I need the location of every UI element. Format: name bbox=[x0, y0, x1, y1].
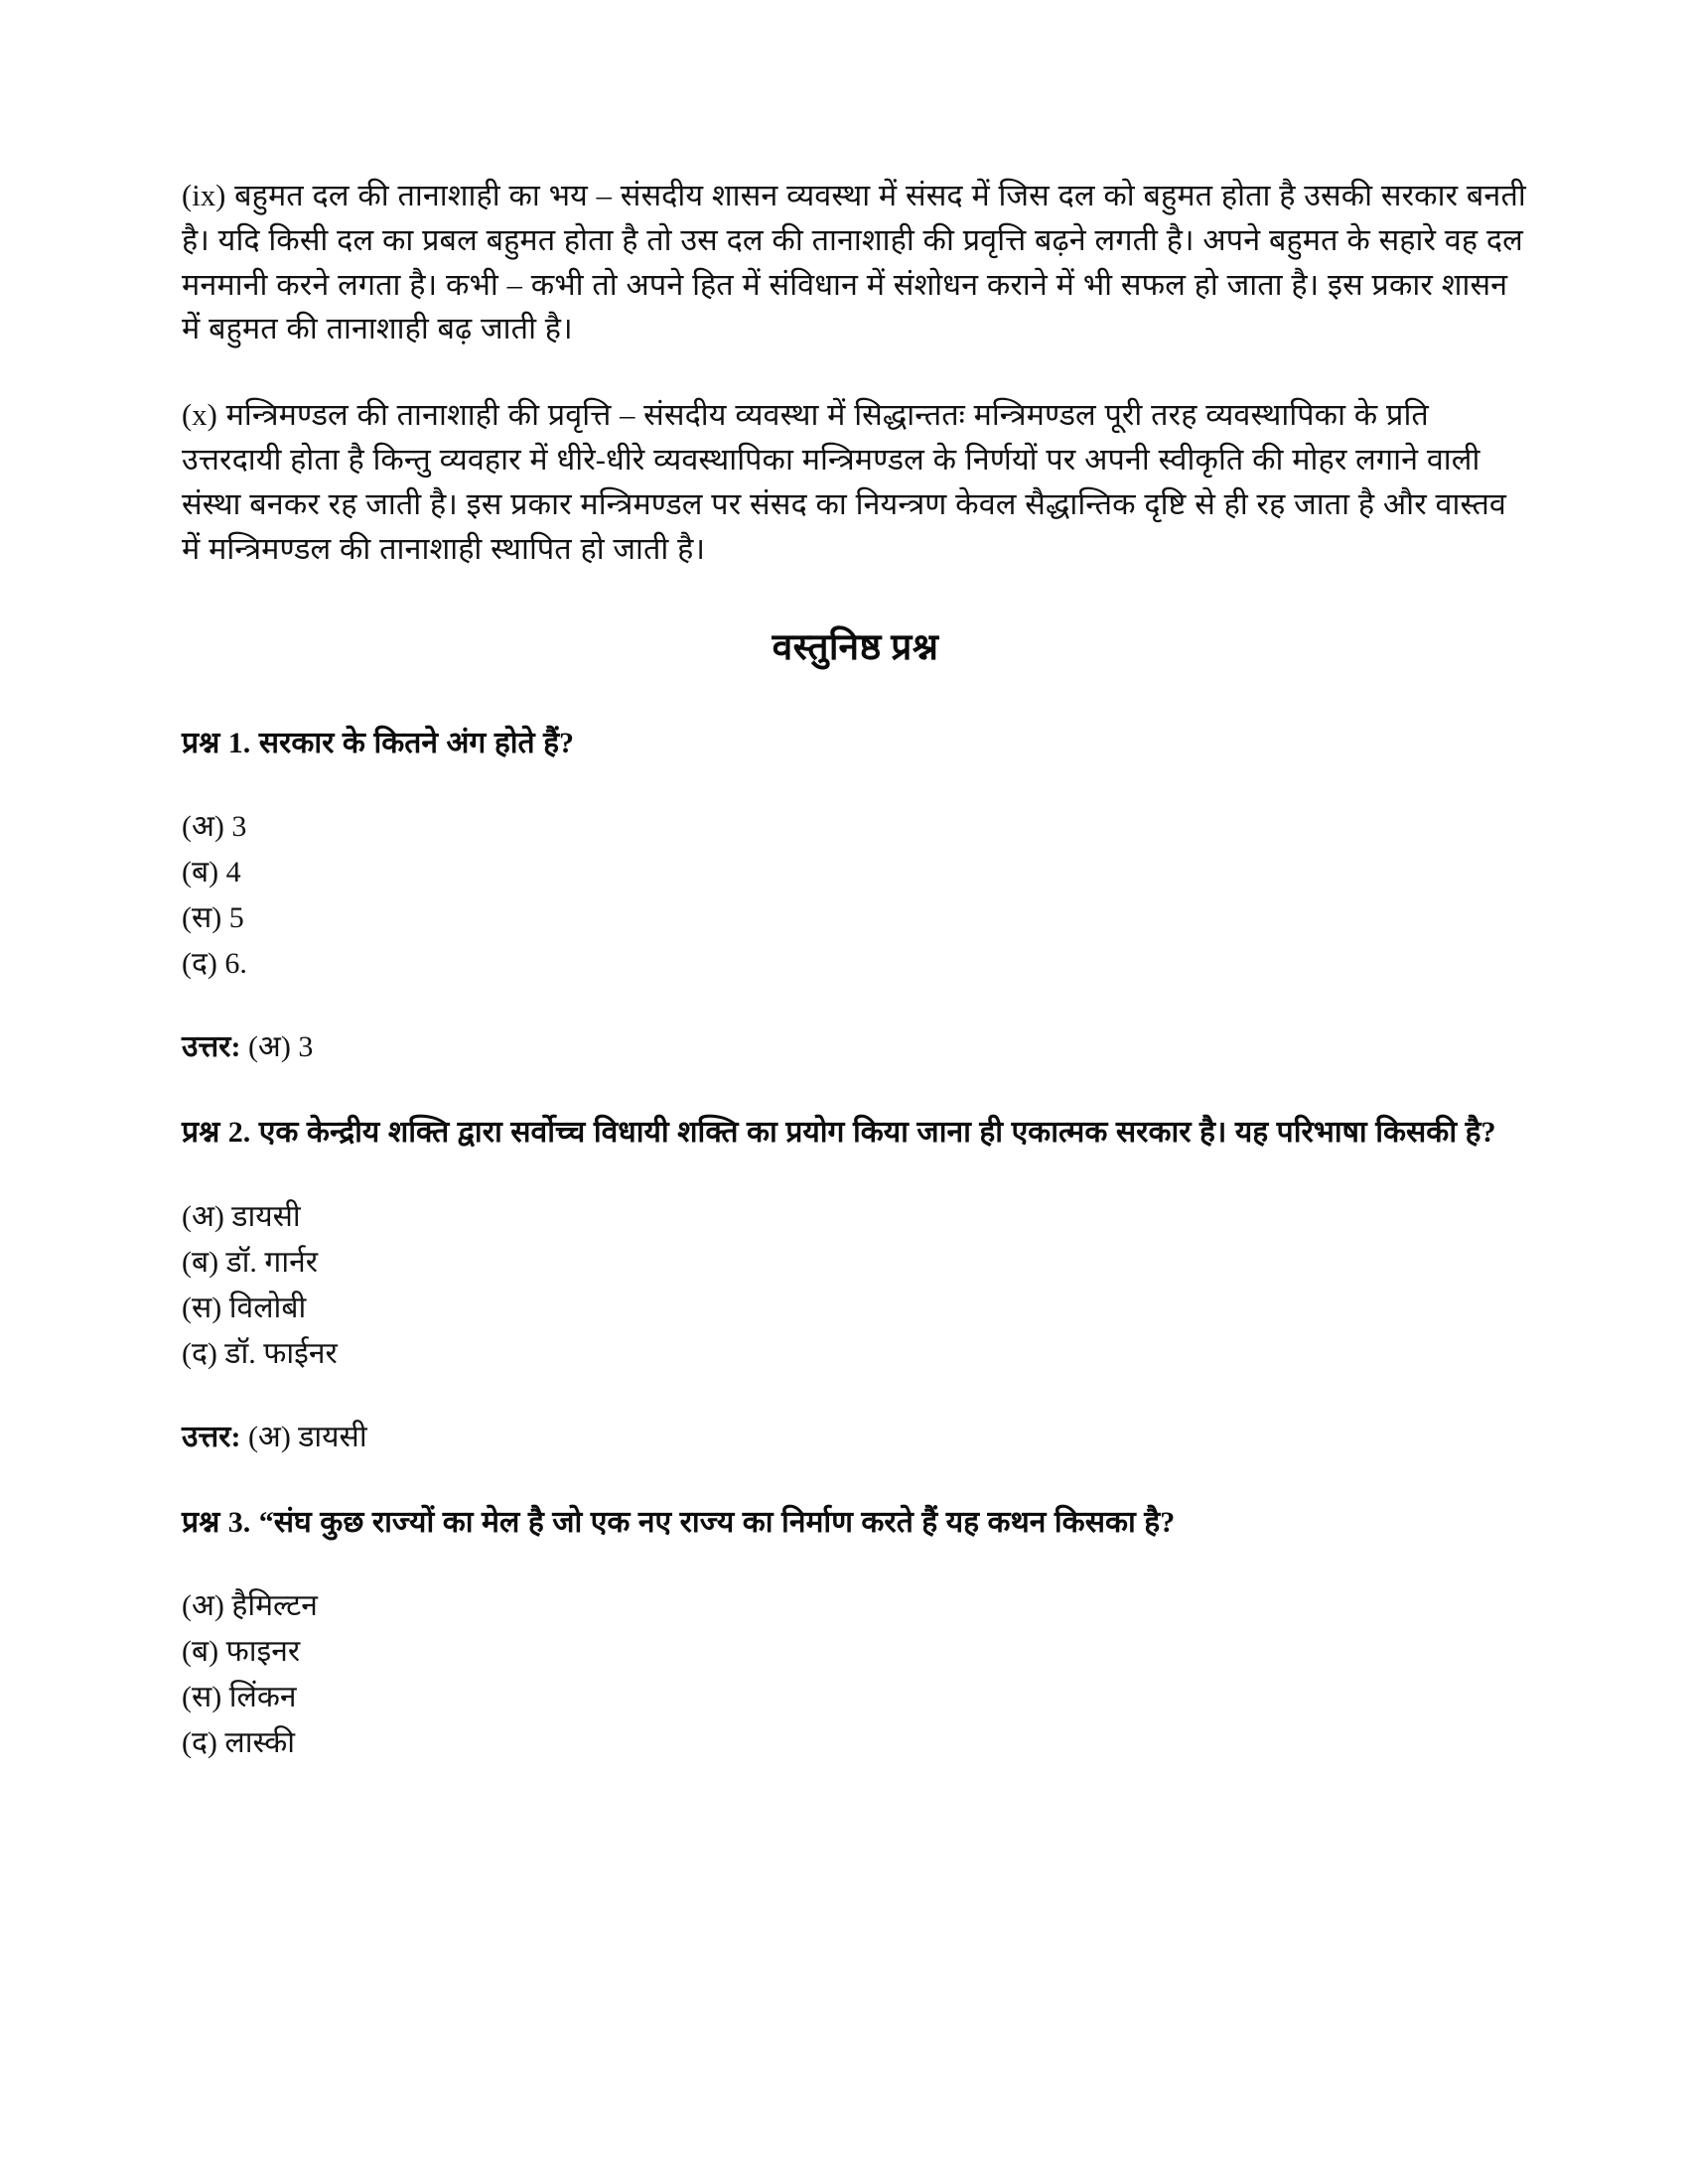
option-c[interactable]: (स) विलोबी bbox=[182, 1291, 307, 1324]
option-a[interactable]: (अ) 3 bbox=[182, 810, 247, 844]
option-a[interactable]: (अ) डायसी bbox=[182, 1199, 301, 1233]
answer-label: उत्तर: bbox=[182, 1420, 241, 1453]
option-b[interactable]: (ब) फाइनर bbox=[182, 1635, 301, 1669]
question-2-options bbox=[182, 1196, 1529, 1375]
option-d[interactable]: (द) लास्की bbox=[182, 1726, 296, 1760]
option-d[interactable]: (द) 6. bbox=[182, 947, 247, 981]
answer-value: (अ) डायसी bbox=[247, 1420, 367, 1453]
option-a[interactable]: (अ) हैमिल्टन bbox=[182, 1589, 318, 1623]
paragraph-ix: (ix) बहुमत दल की तानाशाही का भय – संसदीय शासन व्यवस्था में संसद में जिस दल को बहुमत होता है उसकी सरकार बनती है। यदि किसी दल का प्रबल बहुमत होता है तो उस दल की तानाशाही की प्रवृत्ति बढ़ने लगती है। अपने बहुमत के सहारे वह दल मनमानी करने लगता है। कभी – कभी तो अपने हित में संविधान में संशोधन कराने में भी सफल हो जाता है। इस प्रकार शासन में बहुमत की तानाशाही बढ़ जाती है। bbox=[182, 179, 1526, 346]
question-3-options bbox=[182, 1585, 1529, 1764]
question-1-options bbox=[182, 806, 1529, 985]
question-2-text: प्रश्न 2. एक केन्द्रीय शक्ति द्वारा सर्वोच्च विधायी शक्ति का प्रयोग किया जाना ही एकात्मक सरकार है। यह परिभाषा किसकी है? bbox=[182, 1116, 1496, 1150]
question-1-text: प्रश्न 1. सरकार के कितने अंग होते हैं? bbox=[182, 726, 575, 759]
option-b[interactable]: (ब) डॉ. गार्नर bbox=[182, 1245, 319, 1279]
option-b[interactable]: (ब) 4 bbox=[182, 856, 241, 889]
paragraph-x: (x) मन्त्रिमण्डल की तानाशाही की प्रवृत्ति – संसदीय व्यवस्था में सिद्धान्ततः मन्त्रिमण्डल पूरी तरह व्यवस्थापिका के प्रति उत्तरदायी होता है किन्तु व्यवहार में धीरे-धीरे व्यवस्थापिका मन्त्रिमण्डल के निर्णयों पर अपनी स्वीकृति की मोहर लगाने वाली संस्था बनकर रह जाती है। इस प्रकार मन्त्रिमण्डल पर संसद का नियन्त्रण केवल सैद्धान्तिक दृष्टि से ही रह जाता है और वास्तव में मन्त्रिमण्डल की तानाशाही स्थापित हो जाती है। bbox=[182, 398, 1506, 566]
option-d[interactable]: (द) डॉ. फाईनर bbox=[182, 1336, 338, 1370]
answer-label: उत्तर: bbox=[182, 1030, 241, 1064]
option-c[interactable]: (स) लिंकन bbox=[182, 1681, 297, 1714]
answer-value: (अ) 3 bbox=[247, 1030, 314, 1064]
question-1-answer bbox=[182, 1024, 1529, 1065]
option-c[interactable]: (स) 5 bbox=[182, 901, 244, 935]
question-3-text: प्रश्न 3. “संघ कुछ राज्यों का मेल है जो एक नए राज्य का निर्माण करते हैं यह कथन किसका है? bbox=[182, 1505, 1176, 1539]
question-2-answer bbox=[182, 1415, 1529, 1455]
section-heading-objective-questions: वस्तुनिष्ठ प्रश्न bbox=[772, 626, 939, 668]
